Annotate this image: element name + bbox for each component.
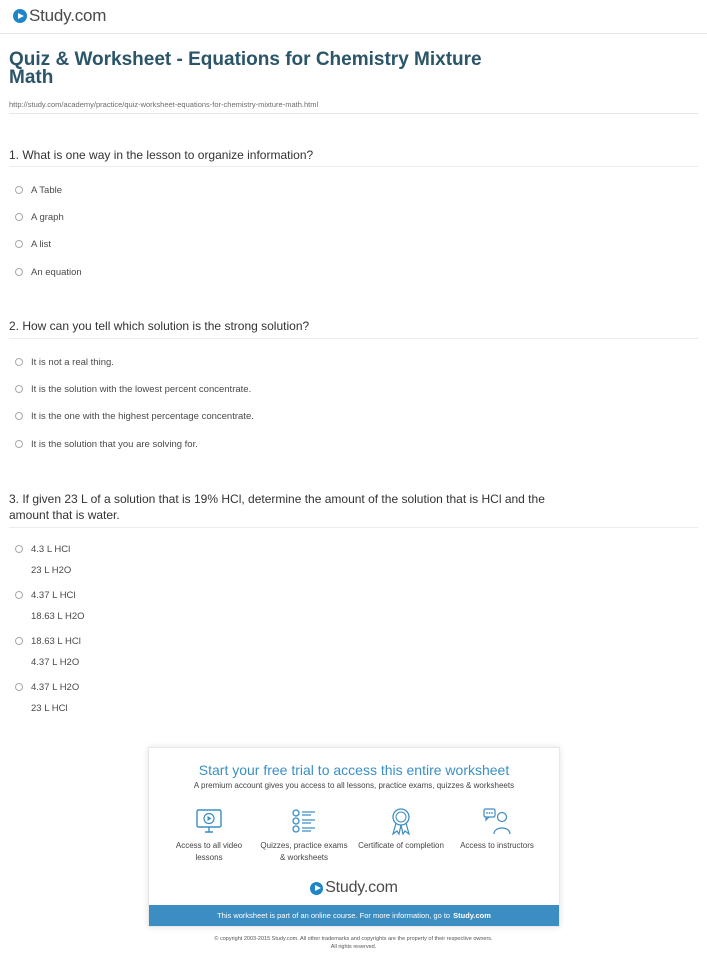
option[interactable] [15, 434, 198, 455]
play-icon [13, 9, 27, 23]
feature-label: Certificate of completion [358, 841, 444, 850]
option[interactable] [15, 234, 51, 255]
question-divider [9, 338, 698, 339]
option-text: An equation [31, 267, 82, 278]
page-url: http://study.com/academy/practice/quiz-worksheet-equations-for-chemistry-mixture-math.html [9, 100, 319, 109]
feature-label: Quizzes, practice exams & worksheets [260, 841, 348, 862]
option-text: 4.37 L H2O [31, 682, 80, 693]
radio-icon[interactable] [15, 545, 23, 553]
radio-icon[interactable] [15, 240, 23, 248]
copyright-line: © copyright 2003-2015 Study.com. All other trademarks and copyrights are the property of their respective owners. [214, 936, 493, 942]
study-logo[interactable] [13, 6, 106, 26]
option[interactable] [15, 585, 85, 627]
option-text: 23 L H2O [31, 565, 72, 576]
option[interactable] [15, 262, 82, 283]
option-text: It is the solution that you are solving for. [31, 439, 198, 450]
certificate-icon [386, 806, 416, 836]
question-2: 2. How can you tell which solution is the strong solution? [9, 319, 310, 333]
option-text: A graph [31, 212, 64, 223]
option-text: It is the solution with the lowest percent concentrate. [31, 384, 252, 395]
option[interactable] [15, 180, 62, 201]
option[interactable] [15, 207, 64, 228]
copyright [0, 935, 707, 951]
option-text: It is the one with the highest percentage concentrate. [31, 411, 254, 422]
cta-footer-text: This worksheet is part of an online course. For more information, go to [217, 911, 451, 920]
feature-quizzes [254, 806, 354, 864]
option-text: 4.3 L HCl [31, 544, 71, 555]
feature-label: Access to all video lessons [175, 841, 243, 862]
free-trial-panel[interactable] [148, 747, 560, 927]
option[interactable] [15, 379, 251, 400]
option-text: A list [31, 239, 52, 250]
cta-subtitle: A premium account gives you access to all lessons, practice exams, quizzes & worksheets [193, 781, 515, 790]
copyright-line: All rights reserved. [330, 944, 377, 950]
feature-instructors [447, 806, 547, 852]
feature-certificate [351, 806, 451, 852]
option[interactable] [15, 539, 71, 581]
option-text: 18.63 L HCl [31, 636, 81, 647]
page-title: Quiz & Worksheet - Equations for Chemistry Mixture Math [9, 49, 482, 88]
cta-title[interactable]: Start your free trial to access this entire worksheet [198, 762, 510, 778]
option[interactable] [15, 631, 81, 673]
instructor-icon [482, 806, 512, 836]
cta-footer-bar [149, 905, 559, 926]
question-divider [9, 166, 698, 167]
feature-video-lessons [159, 806, 259, 864]
play-icon [310, 882, 323, 895]
quiz-list-icon [289, 806, 319, 836]
option-text: A Table [31, 185, 62, 196]
option[interactable] [15, 406, 254, 427]
question-divider [9, 527, 698, 528]
cta-study-logo[interactable] [149, 879, 559, 897]
radio-icon[interactable] [15, 637, 23, 645]
feature-label: Access to instructors [460, 841, 534, 850]
radio-icon[interactable] [15, 385, 23, 393]
logo-text: Study.com [325, 879, 398, 896]
video-lesson-icon [194, 806, 224, 836]
radio-icon[interactable] [15, 358, 23, 366]
question-1: 1. What is one way in the lesson to organize information? [9, 148, 314, 162]
option[interactable] [15, 352, 114, 373]
radio-icon[interactable] [15, 412, 23, 420]
radio-icon[interactable] [15, 591, 23, 599]
radio-icon[interactable] [15, 440, 23, 448]
option-text: It is not a real thing. [31, 357, 114, 368]
radio-icon[interactable] [15, 186, 23, 194]
radio-icon[interactable] [15, 268, 23, 276]
option[interactable] [15, 677, 79, 719]
radio-icon[interactable] [15, 213, 23, 221]
logo-text: Study.com [29, 6, 107, 25]
option-text: 4.37 L HCl [31, 590, 76, 601]
header-divider [0, 33, 707, 34]
question-3: 3. If given 23 L of a solution that is 19% HCl, determine the amount of the solution that is HCl and the amount that is water. [9, 492, 545, 522]
radio-icon[interactable] [15, 683, 23, 691]
option-text: 4.37 L H2O [31, 657, 80, 668]
option-text: 18.63 L H2O [31, 611, 85, 622]
cta-footer-link[interactable]: Study.com [453, 911, 491, 920]
title-divider [9, 113, 698, 114]
option-text: 23 L HCl [31, 703, 68, 714]
